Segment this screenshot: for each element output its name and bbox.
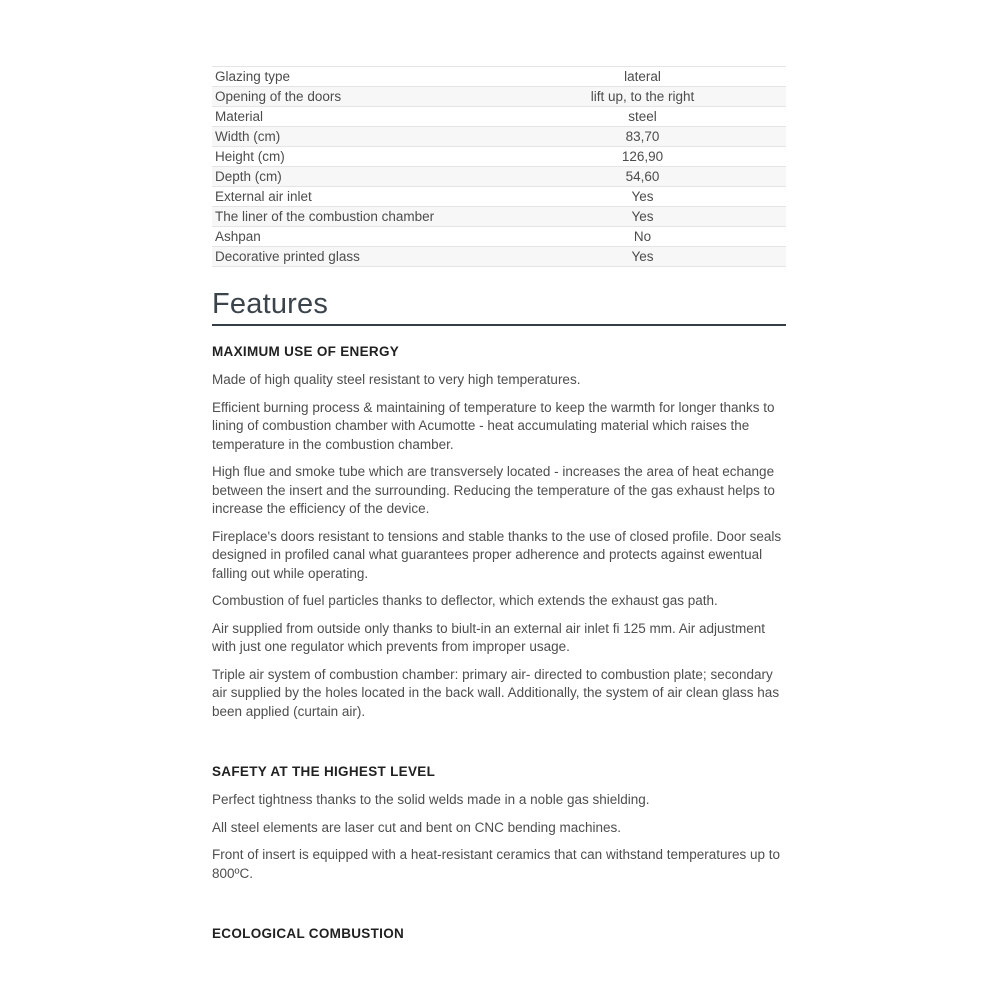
- spec-value: Yes: [631, 209, 654, 224]
- feature-section-title: ECOLOGICAL COMBUSTION: [212, 926, 405, 941]
- feature-paragraph: Efficient burning process & maintaining of temperature to keep the warmth for longer thanks to lining of combustion chamber with Acumotte - heat accumulating material which raises the temperature in the combustion chamber.: [212, 399, 775, 452]
- feature-paragraph: Fireplace's doors resistant to tensions and stable thanks to the use of closed profile. Door seals designed in profiled canal what guarantees proper adherence and protects against ewentual falling out while operating.: [212, 528, 782, 581]
- spec-label: Height (cm): [215, 149, 285, 164]
- spec-row: [212, 67, 786, 87]
- spec-label: Decorative printed glass: [215, 249, 360, 264]
- spec-value: steel: [628, 109, 657, 124]
- spec-label: Opening of the doors: [215, 89, 342, 104]
- features-heading-rule: [212, 324, 786, 326]
- spec-label: The liner of the combustion chamber: [215, 209, 435, 224]
- spec-table-body: [212, 67, 786, 267]
- spec-value: 54,60: [625, 169, 660, 184]
- spec-row: [212, 167, 786, 187]
- spec-row: [212, 127, 786, 147]
- feature-paragraph: Air supplied from outside only thanks to biult-in an external air inlet fi 125 mm. Air adjustment with just one regulator which prevents from improper usage.: [212, 620, 766, 654]
- spec-row: [212, 207, 786, 227]
- spec-table: [212, 66, 786, 267]
- content-column: [212, 66, 786, 953]
- spec-label: Depth (cm): [215, 169, 282, 184]
- spec-value: lateral: [624, 69, 661, 84]
- spec-label: Glazing type: [215, 69, 291, 84]
- feature-section: [212, 925, 786, 942]
- feature-paragraph: Triple air system of combustion chamber: primary air- directed to combustion plate; secondary air supplied by the holes located in the back wall. Additionally, the system of air clean glass has been applied (curtain air).: [212, 666, 780, 719]
- spec-label: Width (cm): [215, 129, 281, 144]
- spec-row: [212, 247, 786, 267]
- spec-value: Yes: [631, 189, 654, 204]
- feature-paragraph: Perfect tightness thanks to the solid welds made in a noble gas shielding.: [212, 792, 650, 807]
- feature-paragraph: Made of high quality steel resistant to very high temperatures.: [212, 372, 581, 387]
- spec-label: Ashpan: [215, 229, 261, 244]
- spec-value: lift up, to the right: [590, 89, 695, 104]
- spec-row: [212, 187, 786, 207]
- feature-section-title: SAFETY AT THE HIGHEST LEVEL: [212, 764, 436, 779]
- feature-section-title: MAXIMUM USE OF ENERGY: [212, 344, 400, 359]
- spec-row: [212, 87, 786, 107]
- spec-row: [212, 227, 786, 247]
- feature-paragraph: Combustion of fuel particles thanks to deflector, which extends the exhaust gas path.: [212, 593, 718, 608]
- spec-value: 83,70: [625, 129, 660, 144]
- feature-section: [212, 763, 786, 883]
- feature-paragraph: All steel elements are laser cut and bent on CNC bending machines.: [212, 819, 621, 835]
- spec-row: [212, 147, 786, 167]
- feature-sections: [212, 343, 786, 942]
- spec-value: 126,90: [621, 149, 664, 164]
- spec-label: External air inlet: [215, 189, 312, 204]
- feature-section: [212, 343, 786, 721]
- spec-label: Material: [215, 109, 264, 124]
- spec-value: Yes: [631, 249, 654, 264]
- feature-paragraph: Front of insert is equipped with a heat-resistant ceramics that can withstand temperatures up to 800ºC.: [212, 847, 781, 881]
- spec-value: No: [633, 229, 652, 244]
- spec-row: [212, 107, 786, 127]
- features-heading: Features: [212, 288, 329, 320]
- feature-paragraph: High flue and smoke tube which are transversely located - increases the area of heat echange between the insert and the surrounding. Reducing the temperature of the gas exhaust helps to increase the efficiency of the device.: [212, 464, 775, 516]
